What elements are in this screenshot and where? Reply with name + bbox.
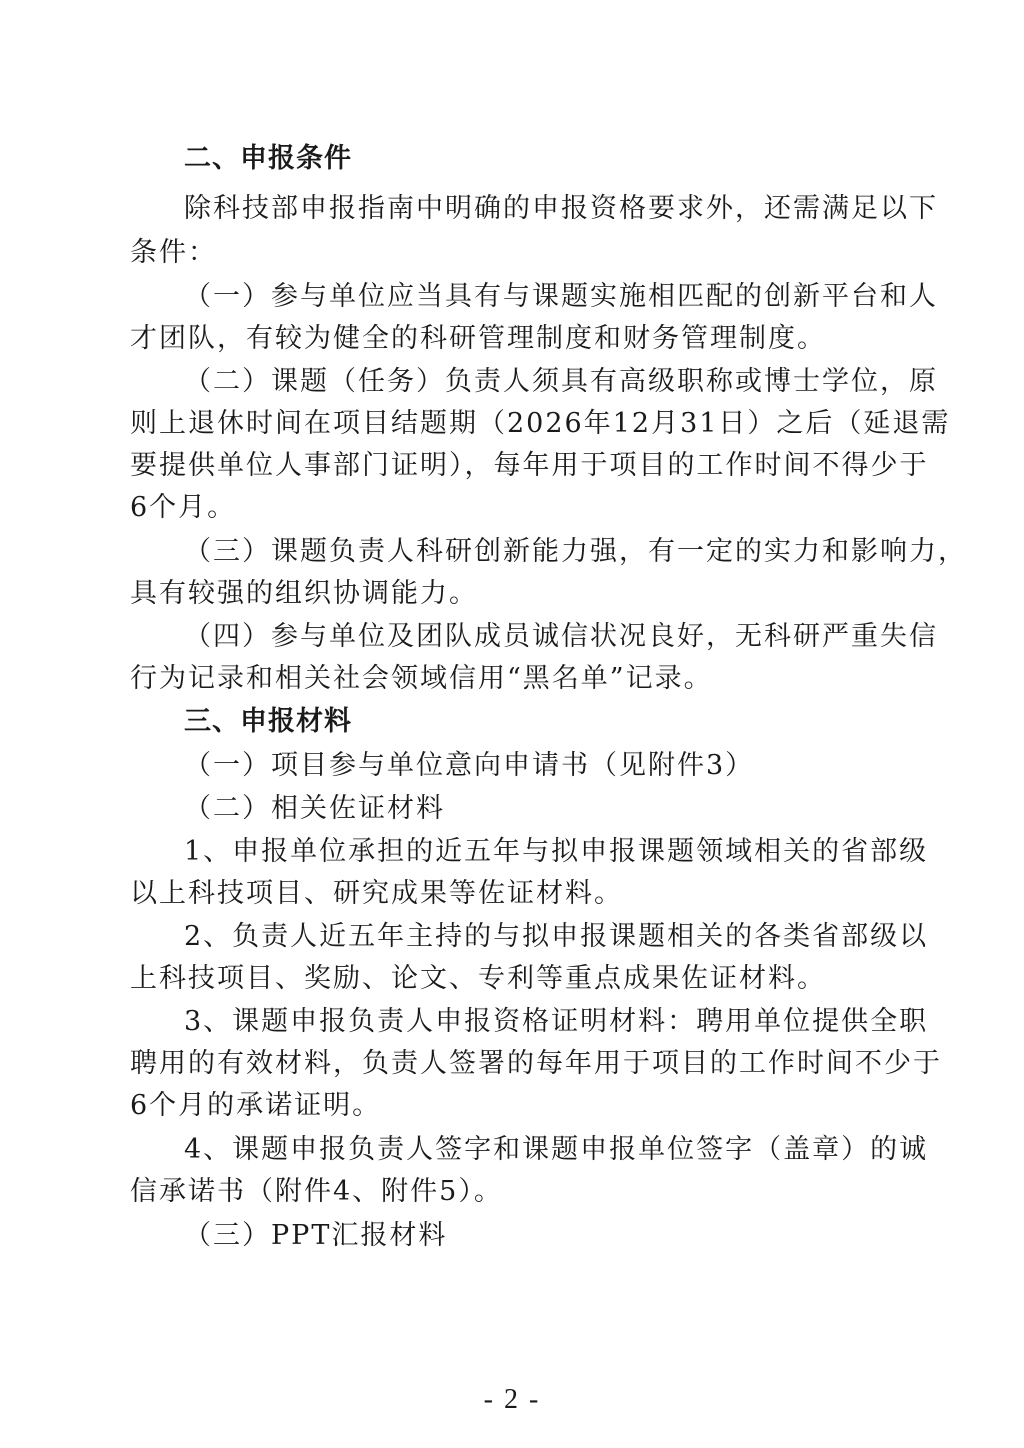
paragraph-line: （一）参与单位应当具有与课题实施相匹配的创新平台和人	[184, 281, 938, 312]
paragraph-line: 除科技部申报指南中明确的申报资格要求外，还需满足以下	[184, 193, 938, 224]
paragraph-line: （一）项目参与单位意向申请书（见附件3）	[184, 750, 755, 781]
paragraph-line: 则上退休时间在项目结题期（2026年12月31日）之后（延退需	[130, 408, 951, 439]
paragraph-line: 行为记录和相关社会领域信用“黑名单”记录。	[130, 663, 713, 694]
paragraph-line: （三）课题负责人科研创新能力强，有一定的实力和影响力，	[184, 536, 967, 567]
paragraph-line: 具有较强的组织协调能力。	[130, 578, 478, 609]
paragraph-line: （二）相关佐证材料	[184, 793, 445, 824]
paragraph-line: 6个月的承诺证明。	[130, 1090, 382, 1121]
paragraph-line: （三）PPT汇报材料	[184, 1220, 448, 1251]
paragraph-line: 信承诺书（附件4、附件5）。	[130, 1176, 503, 1207]
paragraph-line: 3、课题申报负责人申报资格证明材料：聘用单位提供全职	[184, 1006, 929, 1037]
paragraph-line: 4、课题申报负责人签字和课题申报单位签字（盖章）的诚	[184, 1134, 929, 1165]
paragraph-line: （四）参与单位及团队成员诚信状况良好，无科研严重失信	[184, 621, 938, 652]
paragraph-line: （二）课题（任务）负责人须具有高级职称或博士学位，原	[184, 366, 938, 397]
paragraph-line: 聘用的有效材料，负责人签署的每年用于项目的工作时间不少于	[130, 1048, 942, 1079]
paragraph-line: 1、申报单位承担的近五年与拟申报课题领域相关的省部级	[184, 836, 929, 867]
paragraph-line: 要提供单位人事部门证明），每年用于项目的工作时间不得少于	[130, 450, 929, 481]
page-number: - 2 -	[483, 1384, 541, 1415]
paragraph-line: 6个月。	[130, 492, 237, 523]
section-heading-conditions: 二、申报条件	[184, 143, 352, 174]
paragraph-line: 条件：	[130, 237, 217, 268]
section-heading-materials: 三、申报材料	[184, 706, 352, 737]
paragraph-line: 以上科技项目、研究成果等佐证材料。	[130, 878, 623, 909]
paragraph-line: 2、负责人近五年主持的与拟申报课题相关的各类省部级以	[184, 921, 929, 952]
paragraph-line: 上科技项目、奖励、论文、专利等重点成果佐证材料。	[130, 963, 826, 994]
paragraph-line: 才团队，有较为健全的科研管理制度和财务管理制度。	[130, 323, 826, 354]
